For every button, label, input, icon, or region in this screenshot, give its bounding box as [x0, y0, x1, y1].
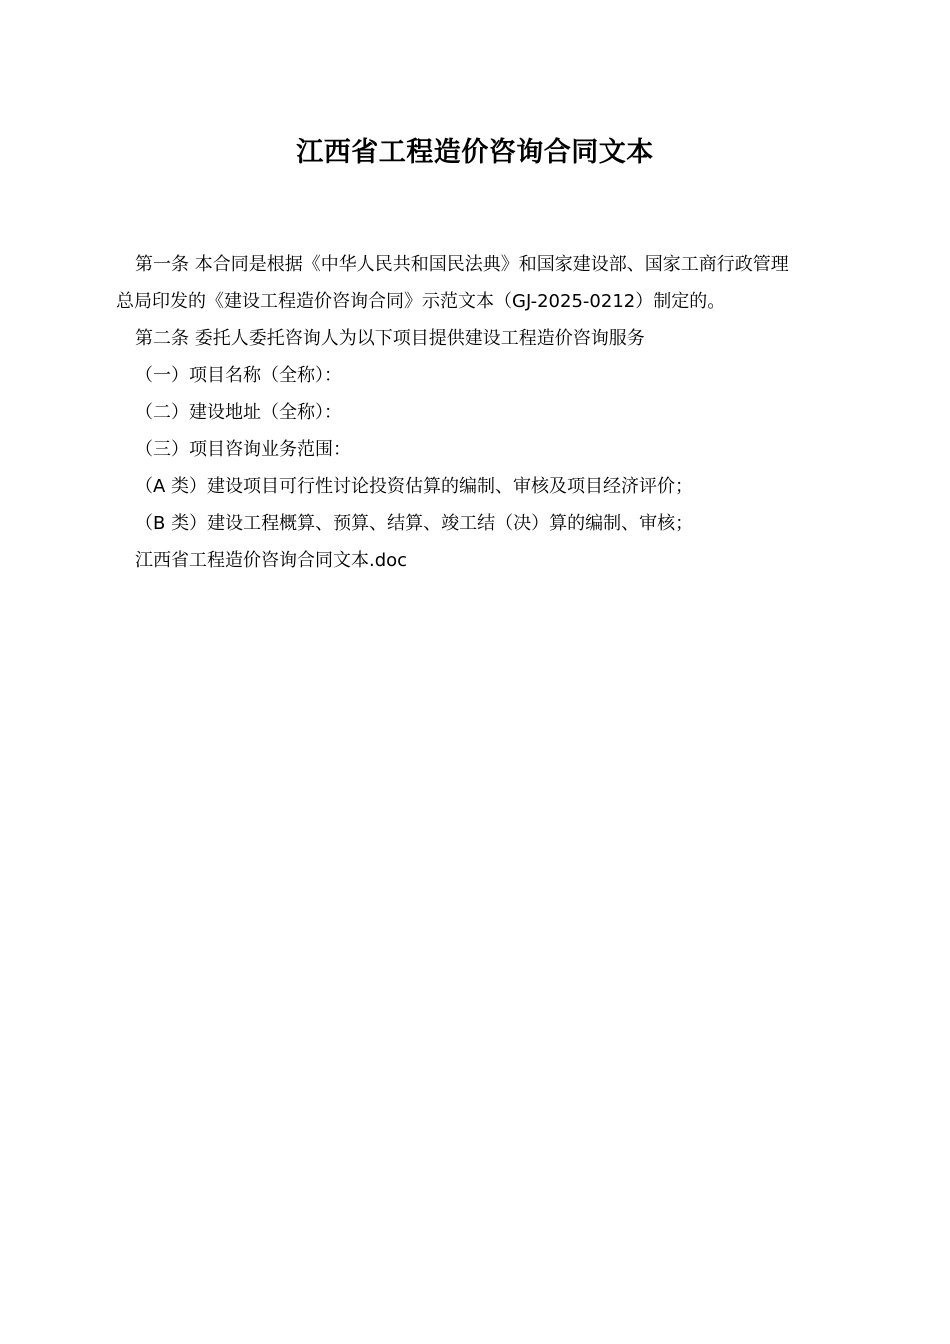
article-1-line-1: 第一条 本合同是根据《中华人民共和国民法典》和国家建设部、国家工商行政管理	[135, 254, 789, 275]
document-title: 江西省工程造价咨询合同文本	[296, 137, 654, 168]
document-body	[116, 246, 838, 579]
item-category-b: （B 类）建设工程概算、预算、结算、竣工结（决）算的编制、审核；	[135, 513, 694, 534]
article-1	[116, 246, 838, 320]
item-project-address: （二）建设地址（全称）：	[135, 402, 342, 423]
document-filename: 江西省工程造价咨询合同文本.doc	[135, 550, 408, 571]
item-category-a: （A 类）建设项目可行性讨论投资估算的编制、审核及项目经济评价；	[135, 476, 694, 497]
article-1-line-2: 总局印发的《建设工程造价咨询合同》示范文本（GJ-2025-0212）制定的。	[116, 291, 726, 312]
item-consulting-scope: （三）项目咨询业务范围：	[135, 439, 351, 460]
article-2: 第二条 委托人委托咨询人为以下项目提供建设工程造价咨询服务	[135, 328, 645, 349]
item-project-name: （一）项目名称（全称）：	[135, 365, 342, 386]
